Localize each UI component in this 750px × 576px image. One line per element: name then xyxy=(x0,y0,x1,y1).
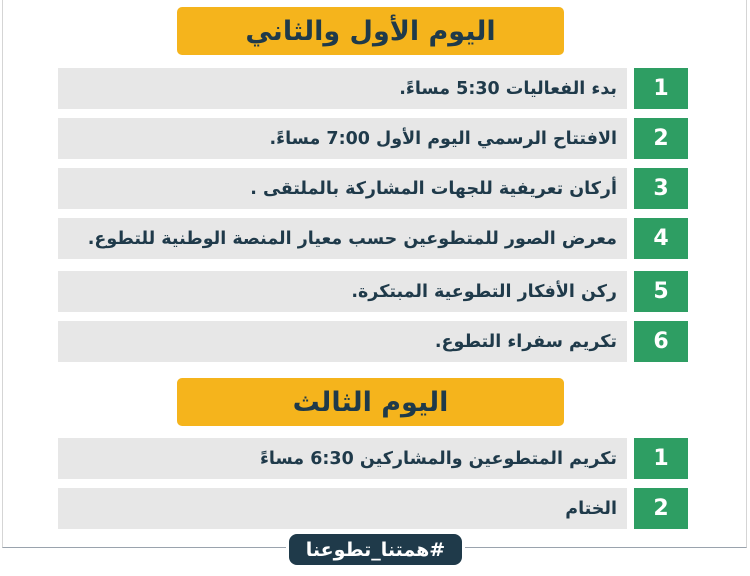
list-item xyxy=(58,168,688,209)
item-number-badge: 1 xyxy=(634,438,688,479)
item-number-badge: 4 xyxy=(634,218,688,259)
item-number-badge: 2 xyxy=(634,118,688,159)
list-item xyxy=(58,218,688,259)
item-text: الافتتاح الرسمي اليوم الأول 7:00 مساءً. xyxy=(58,118,627,159)
list-item xyxy=(58,118,688,159)
item-text: تكريم المتطوعين والمشاركين 6:30 مساءً xyxy=(58,438,627,479)
hashtag-badge: #همتنا_تطوعنا xyxy=(289,534,462,565)
item-text: معرض الصور للمتطوعين حسب معيار المنصة الوطنية للتطوع. xyxy=(58,218,627,259)
item-text: الختام xyxy=(58,488,627,529)
section-title-day-3: اليوم الثالث xyxy=(177,378,564,426)
list-item xyxy=(58,321,688,362)
section-title-days-1-2: اليوم الأول والثاني xyxy=(177,7,564,55)
list-item xyxy=(58,488,688,529)
item-text: تكريم سفراء التطوع. xyxy=(58,321,627,362)
item-text: أركان تعريفية للجهات المشاركة بالملتقى . xyxy=(58,168,627,209)
item-number-badge: 1 xyxy=(634,68,688,109)
list-item xyxy=(58,68,688,109)
item-number-badge: 2 xyxy=(634,488,688,529)
item-text: بدء الفعاليات 5:30 مساءً. xyxy=(58,68,627,109)
list-item xyxy=(58,438,688,479)
item-text: ركن الأفكار التطوعية المبتكرة. xyxy=(58,271,627,312)
item-number-badge: 5 xyxy=(634,271,688,312)
item-number-badge: 6 xyxy=(634,321,688,362)
item-number-badge: 3 xyxy=(634,168,688,209)
list-item xyxy=(58,271,688,312)
